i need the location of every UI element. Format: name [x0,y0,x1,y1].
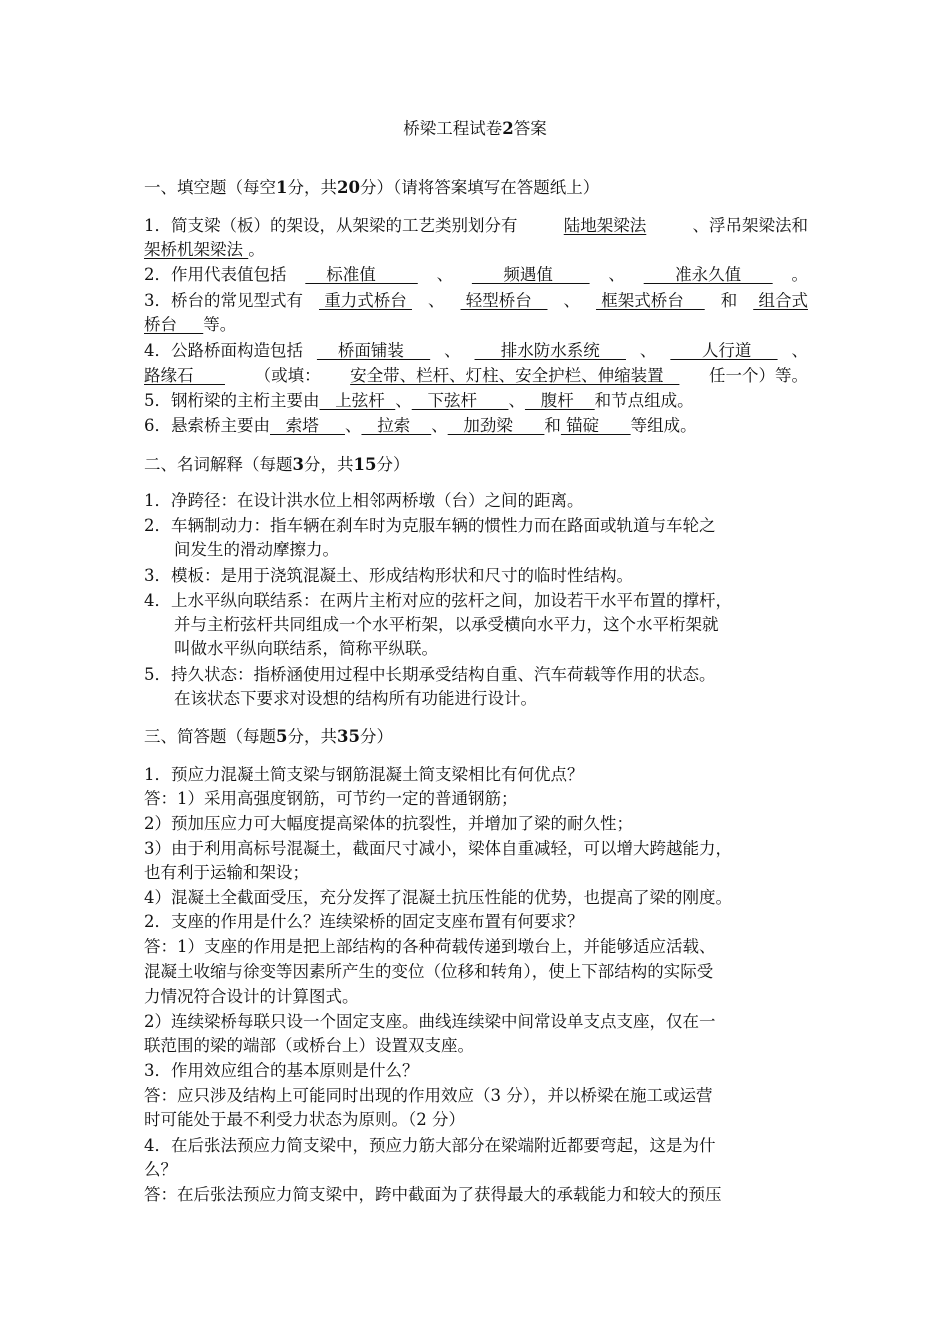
term-4-cont2: 叫做水平纵向联结系，简称平纵联。 [174,639,438,658]
short-a2-2: 2）连续梁桥每联只设一个固定支座。曲线连续梁中间常设单支点支座，仅在一 [144,1012,716,1031]
fill-q6: 6．悬索桥主要由 索塔 、 拉索 、 加劲梁 和 锚碇 等组成。 [144,416,697,435]
short-a3-cont: 时可能处于最不利受力状态为原则。（2 分） [144,1110,465,1129]
fill-q1-line2: 架桥机架梁法 。 [144,240,265,259]
term-1: 1．净跨径：在设计洪水位上相邻两桥墩（台）之间的距离。 [144,491,584,510]
short-q4-cont: 么？ [144,1160,177,1179]
short-a2-1-cont2: 力情况符合设计的计算图式。 [144,987,359,1006]
section-3-heading: 三、简答题（每题5分，共35分） [144,727,393,746]
short-a1-2: 2）预加压应力可大幅度提高梁体的抗裂性，并增加了梁的耐久性； [144,814,633,833]
term-3: 3．模板：是用于浇筑混凝土、形成结构形状和尺寸的临时性结构。 [144,566,633,585]
fill-q4-line2: 路缘石 （或填： 安全带、栏杆、灯柱、安全护栏、伸缩装置 任一个）等。 [144,366,808,385]
short-a4: 答：在后张法预应力简支梁中，跨中截面为了获得最大的承载能力和较大的预压 [144,1185,722,1204]
short-q2: 2．支座的作用是什么？连续梁桥的固定支座布置有何要求？ [144,912,584,931]
short-q1: 1．预应力混凝土简支梁与钢筋混凝土简支梁相比有何优点？ [144,765,584,784]
term-4: 4．上水平纵向联结系：在两片主桁对应的弦杆之间，加设若干水平布置的撑杆， [144,591,732,610]
fill-q1-line1: 1．简支梁（板）的架设，从架梁的工艺类别划分有 陆地架梁法 、浮吊架梁法和 [144,216,808,235]
term-5-cont: 在该状态下要求对设想的结构所有功能进行设计。 [174,689,537,708]
short-q3: 3．作用效应组合的基本原则是什么？ [144,1061,419,1080]
fill-q2: 2．作用代表值包括 标准值 、 频遇值 、 准永久值 。 [144,265,808,284]
section-1-heading: 一、填空题（每空1分，共20分）（请将答案填写在答题纸上） [144,178,600,197]
fill-q4-line1: 4．公路桥面构造包括 桥面铺装 、 排水防水系统 、 人行道 、 [144,341,808,360]
term-2-cont: 间发生的滑动摩擦力。 [174,540,339,559]
term-2: 2．车辆制动力：指车辆在刹车时为克服车辆的惯性力而在路面或轨道与车轮之 [144,516,716,535]
short-a2-1: 答：1）支座的作用是把上部结构的各种荷载传递到墩台上，并能够适应活载、 [144,937,716,956]
term-4-cont1: 并与主桁弦杆共同组成一个水平桁架，以承受横向水平力，这个水平桁架就 [174,615,719,634]
fill-q3-line1: 3．桥台的常见型式有 重力式桥台 、 轻型桥台 、 框架式桥台 和 组合式 [144,291,808,310]
term-5: 5．持久状态：指桥涵使用过程中长期承受结构自重、汽车荷载等作用的状态。 [144,665,716,684]
short-a1-1: 答：1）采用高强度钢筋，可节约一定的普通钢筋； [144,789,518,808]
section-2-heading: 二、名词解释（每题3分，共15分） [144,455,410,474]
page-title: 桥梁工程试卷2答案 [403,119,547,138]
short-a1-3-cont: 也有利于运输和架设； [144,863,309,882]
short-a1-3: 3）由于利用高标号混凝土，截面尺寸减小，梁体自重减轻，可以增大跨越能力， [144,839,732,858]
short-a2-1-cont1: 混凝土收缩与徐变等因素所产生的变位（位移和转角），使上下部结构的实际受 [144,962,714,981]
short-a1-4: 4）混凝土全截面受压，充分发挥了混凝土抗压性能的优势，也提高了梁的刚度。 [144,888,732,907]
fill-q3-line2: 桥台 等。 [144,315,237,334]
short-a2-2-cont: 联范围的梁的端部（或桥台上）设置双支座。 [144,1036,474,1055]
fill-q5: 5．钢桁梁的主桁主要由 上弦杆 、 下弦杆 、 腹杆 和节点组成。 [144,391,694,410]
short-a3: 答：应只涉及结构上可能同时出现的作用效应（3 分），并以桥梁在施工或运营 [144,1086,713,1105]
short-q4: 4．在后张法预应力简支梁中，预应力筋大部分在梁端附近都要弯起，这是为什 [144,1136,716,1155]
